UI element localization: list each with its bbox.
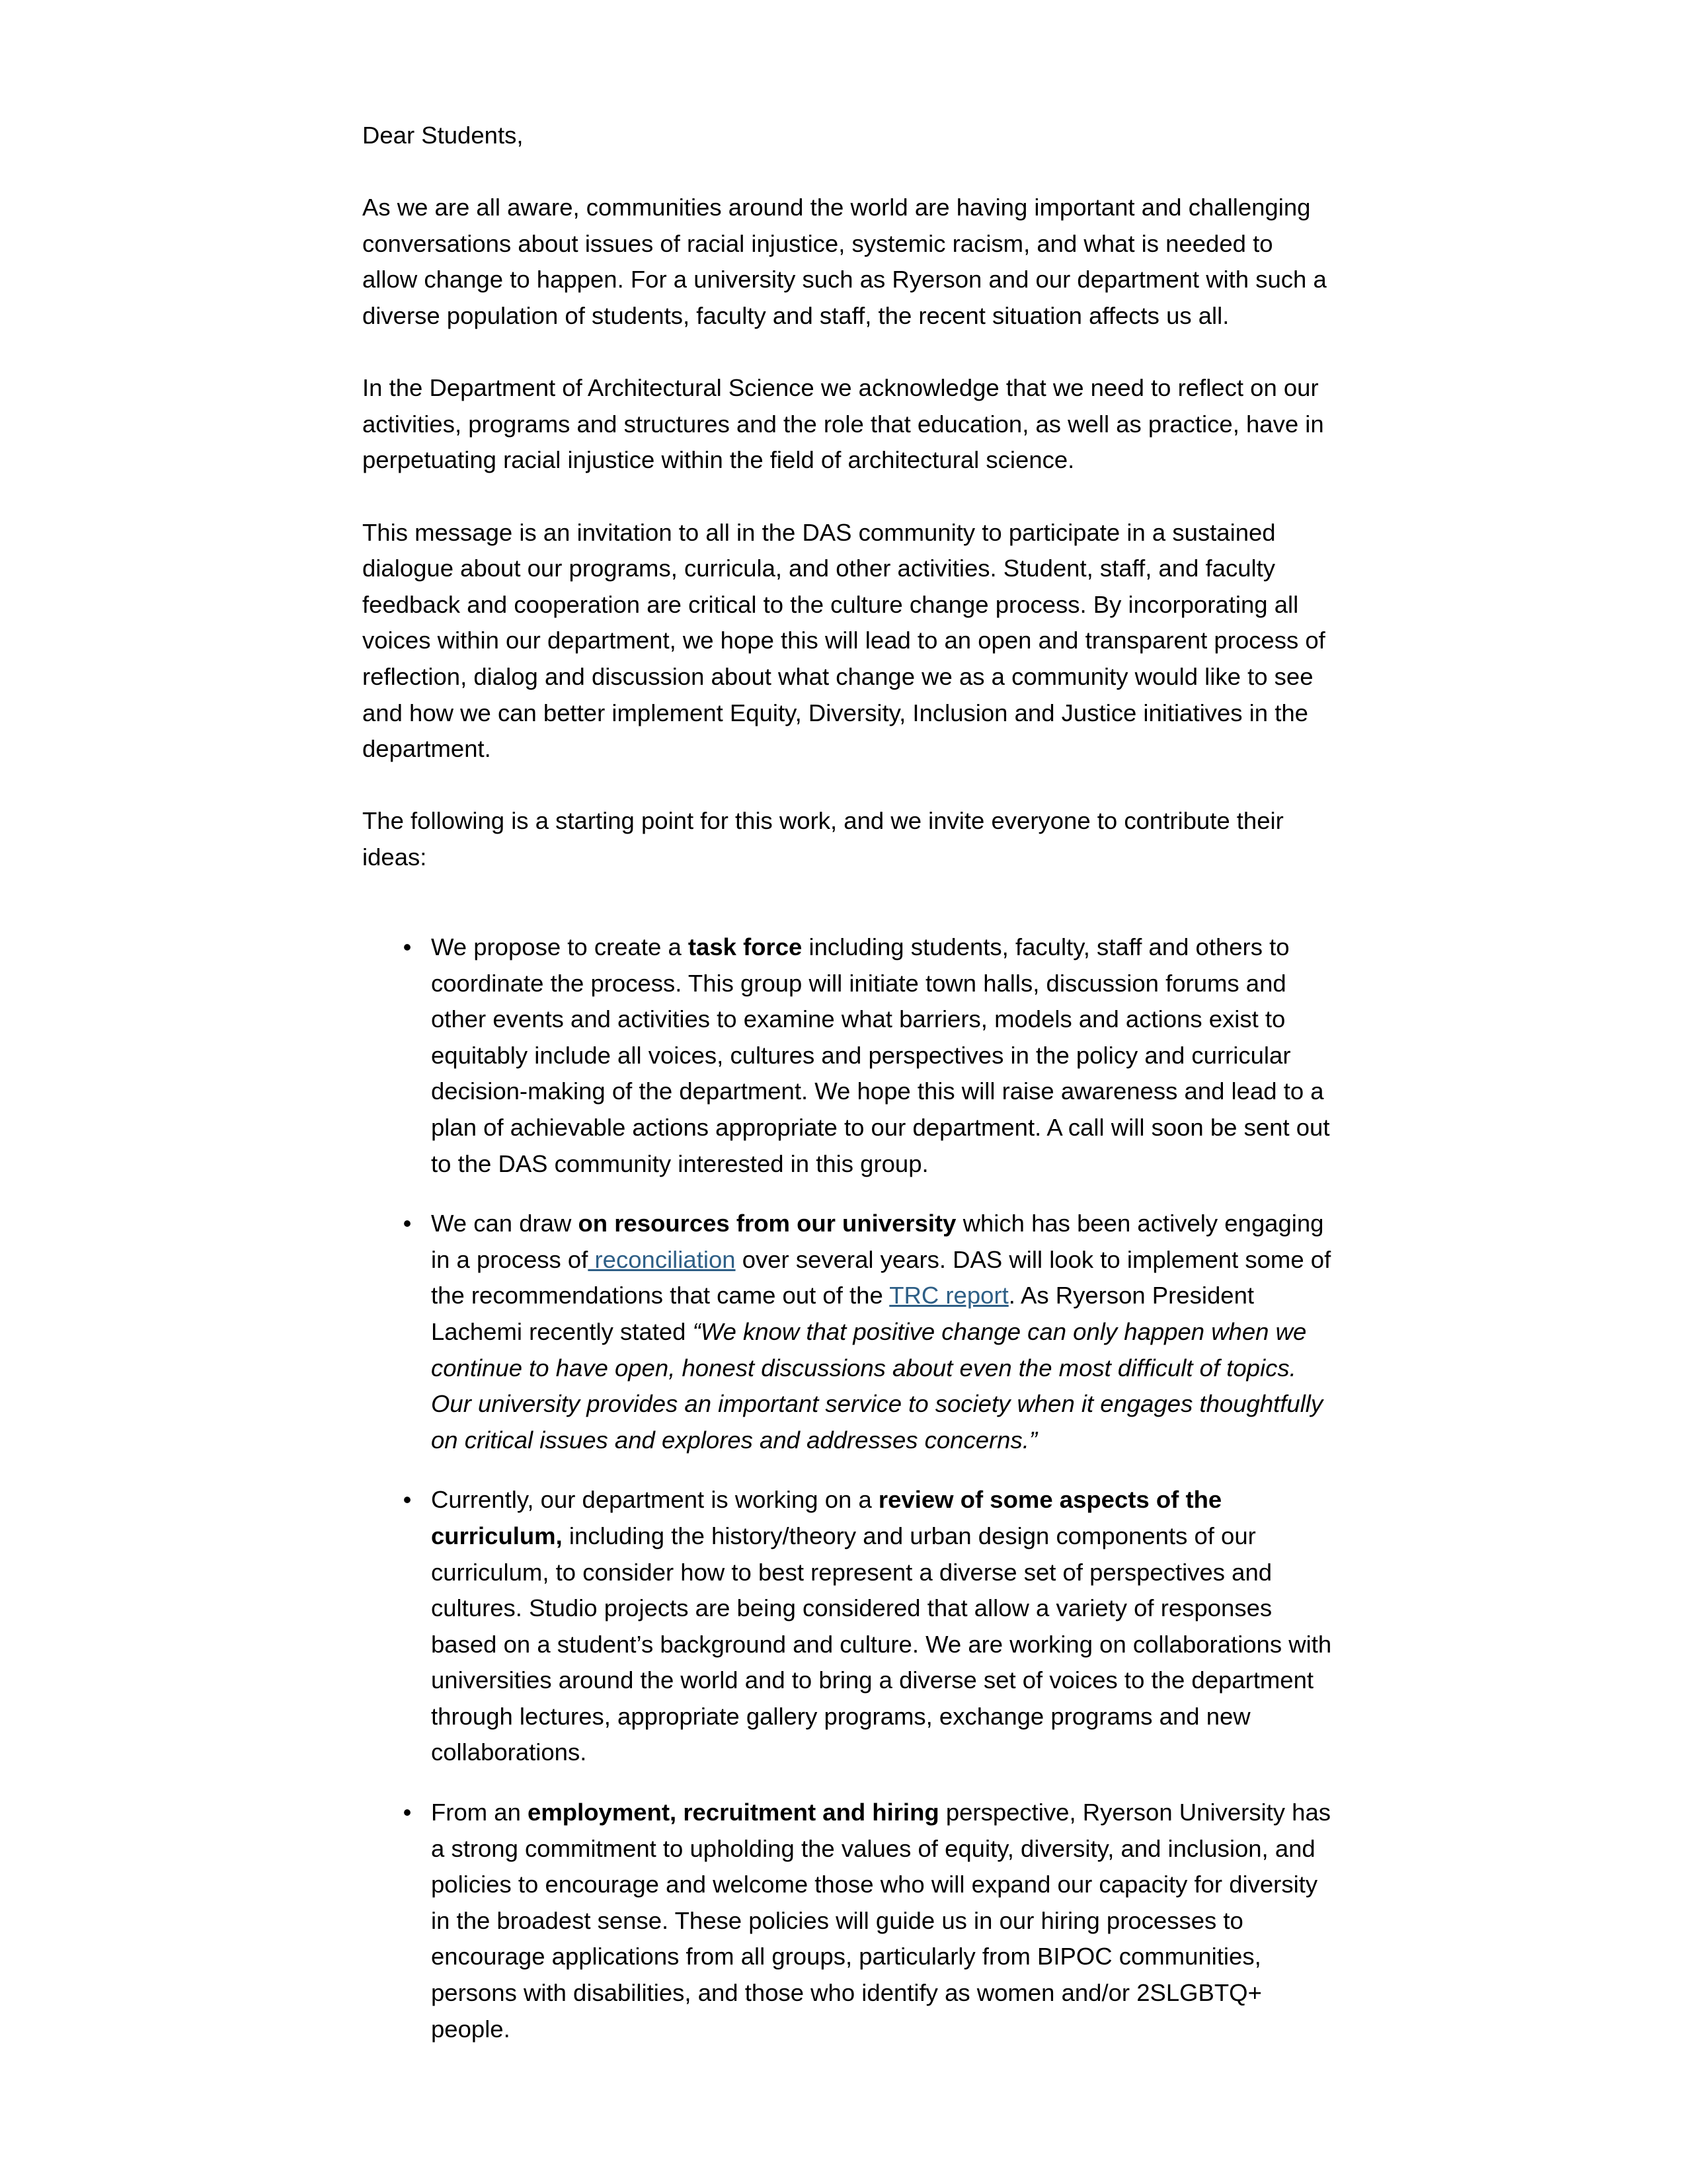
item-text: over several years. DAS will look to implement some of the recommendations that came out of the (431, 1245, 1331, 1309)
item-text: We propose to create a (431, 933, 688, 960)
trc-report-link[interactable]: TRC report (889, 1282, 1009, 1309)
paragraph-intro: As we are all aware, communities around the world are having important and challenging conversations about issues of racial injustice, systemic racism, and what is needed to allow change to happen. For a university such as Ryerson and our department with such a diverse population of students, faculty and staff, the recent situation affects us all. (362, 194, 1327, 329)
item-text: including students, faculty, staff and others to coordinate the process. This group will initiate town halls, discussion forums and other events and activities to examine what barriers, models and actions exist to equitably include all voices, cultures and perspectives in the policy and curricular decision-making of the department. We hope this will raise awareness and lead to a plan of achievable actions appropriate to our department. A call will soon be sent out to the DAS community interested in this group. (431, 933, 1330, 1177)
item-bold-text: on resources from our university (578, 1210, 957, 1237)
item-text: We can draw (431, 1210, 578, 1237)
item-bold-text: review of some aspects of the curriculum, (431, 1486, 1222, 1549)
greeting: Dear Students, (362, 122, 524, 149)
proposal-list (403, 929, 1335, 2071)
list-item-hiring (403, 1795, 1335, 2047)
item-text: From an (431, 1799, 528, 1826)
item-bold-text: task force (687, 933, 803, 960)
bullet-icon: • (403, 1799, 412, 1826)
bullet-icon: • (403, 933, 412, 960)
list-item-task-force (403, 929, 1335, 1182)
paragraph-invitation: This message is an invitation to all in the DAS community to participate in a sustained dialogue about our programs, curricula, and other activities. Student, staff, and faculty feedback and cooperation are critical to the culture change process. By incorporating all voices within our department, we hope this will lead to an open and transparent process of reflection, dialog and discussion about what change we as a community would like to see and how we can better implement Equity, Diversity, Inclusion and Justice initiatives in the department. (362, 518, 1325, 763)
reconciliation-link[interactable]: reconciliation (588, 1245, 736, 1273)
item-text: which has been actively engaging in a process of (431, 1210, 1324, 1273)
letter-body (362, 118, 1334, 875)
bullet-icon: • (403, 1486, 412, 1514)
list-item-resources (403, 1206, 1335, 1458)
paragraph-starting-point: The following is a starting point for this work, and we invite everyone to contribute their ideas: (362, 807, 1284, 871)
item-text: including the history/theory and urban design components of our curriculum, to consider how to best represent a diverse set of perspectives and cultures. Studio projects are being considered that allow a variety of responses based on a student’s background and culture. We are working on collaborations with universities around the world and to bring a diverse set of voices to the department through lectures, appropriate gallery programs, exchange programs and new collaborations. (431, 1522, 1332, 1766)
bullet-icon: • (403, 1210, 412, 1237)
paragraph-acknowledgement: In the Department of Architectural Science we acknowledge that we need to reflect on our activities, programs and structures and the role that education, as well as practice, have in perpetuating racial injustice within the field of architectural science. (362, 374, 1324, 474)
item-text: perspective, Ryerson University has a strong commitment to upholding the values of equity, diversity, and inclusion, and policies to encourage and welcome those who will expand our capacity for diversity in the broadest sense. These policies will guide us in our hiring processes to encourage applications from all groups, particularly from BIPOC communities, persons with disabilities, and those who identify as women and/or 2SLGBTQ+ people. (431, 1799, 1331, 2043)
item-text: . As Ryerson President Lachemi recently stated (431, 1282, 1255, 1345)
president-quote: “We know that positive change can only happen when we continue to have open, honest discussions about even the most difficult of topics. Our university provides an important service to society when it engages thoughtfully on critical issues and explores and addresses concerns.” (431, 1317, 1323, 1454)
item-text: Currently, our department is working on a (431, 1486, 879, 1514)
item-bold-text: employment, recruitment and hiring (528, 1799, 939, 1826)
list-item-curriculum-review (403, 1482, 1335, 1771)
